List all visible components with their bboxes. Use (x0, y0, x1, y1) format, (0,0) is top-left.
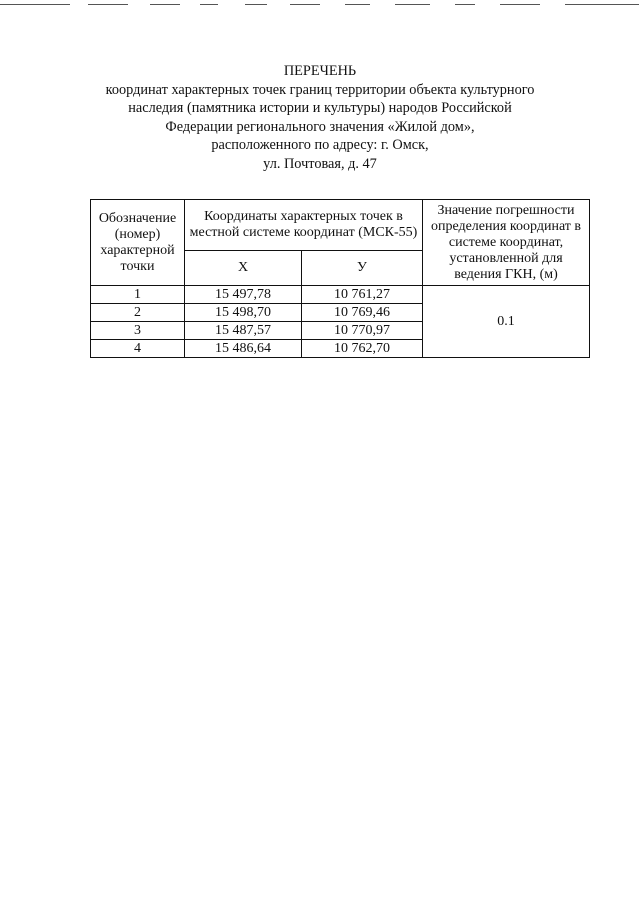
heading-line-1: координат характерных точек границ территории объекта культурного (105, 81, 535, 98)
header-y: У (302, 251, 423, 286)
document-title: ПЕРЕЧЕНЬ (283, 63, 357, 79)
cell-point: 1 (91, 286, 185, 304)
cell-x: 15 497,78 (185, 286, 302, 304)
document-heading (60, 62, 580, 174)
cell-error-value: 0.1 (423, 286, 590, 358)
cell-point: 2 (91, 304, 185, 322)
heading-line-3: Федерации регионального значения «Жилой дом», (165, 118, 475, 135)
scan-artifacts (0, 0, 639, 10)
cell-x: 15 486,64 (185, 340, 302, 358)
cell-point: 3 (91, 322, 185, 340)
table-row (91, 286, 590, 304)
cell-y: 10 761,27 (302, 286, 423, 304)
heading-line-4: расположенного по адресу: г. Омск, (211, 137, 429, 154)
heading-line-2: наследия (памятника истории и культуры) народов Российской (128, 100, 512, 117)
header-coordinates: Координаты характерных точек в местной системе координат (МСК-55) (185, 200, 423, 251)
table-header-row (91, 200, 590, 251)
header-error-value: Значение погрешности определения координат в системе координат, установленной для ведения ГКН, (м) (423, 200, 590, 286)
cell-y: 10 769,46 (302, 304, 423, 322)
cell-y: 10 762,70 (302, 340, 423, 358)
header-point-designation: Обозначение (номер) характерной точки (91, 200, 185, 286)
cell-y: 10 770,97 (302, 322, 423, 340)
coordinates-table (90, 199, 590, 358)
cell-point: 4 (91, 340, 185, 358)
cell-x: 15 487,57 (185, 322, 302, 340)
heading-line-5: ул. Почтовая, д. 47 (263, 155, 377, 172)
header-x: Х (185, 251, 302, 286)
cell-x: 15 498,70 (185, 304, 302, 322)
